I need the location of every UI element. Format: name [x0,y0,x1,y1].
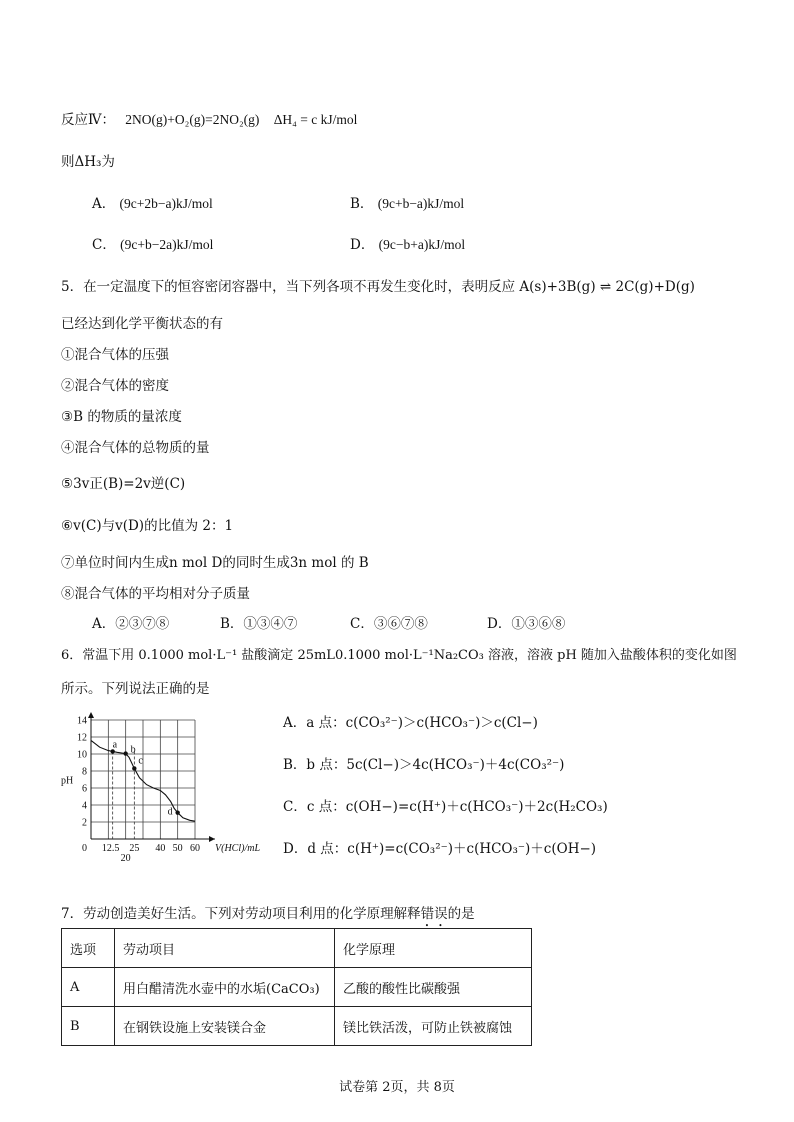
reaction-iv-label: 反应Ⅳ： [61,112,115,128]
option-key: B． [350,196,374,212]
option-key: A． [92,616,116,632]
q6-stem-line1: 6．常温下用 0.1000 mol·L⁻¹ 盐酸滴定 25mL0.1000 mol·L⁻¹Na₂CO₃ 溶液，溶液 pH 随加入盐酸体积的变化如图 [61,648,737,663]
table-row [62,968,532,1007]
y-axis-arrow [88,712,94,718]
option-text: c 点：c(OH−)=c(H⁺)＋c(HCO₃⁻)＋2c(H₂CO₃) [306,799,608,815]
option-key: A． [92,196,116,212]
q5-option-c[interactable] [350,612,428,632]
option-text: b 点：5c(Cl−)＞4c(HCO₃⁻)＋4c(CO₃²⁻) [306,757,565,773]
reaction-iv-line [61,108,357,128]
q5-item-5: ⑤3v正(B)=2v逆(C) [61,476,186,492]
option-text: ②③⑦⑧ [115,616,170,632]
table-row [62,1007,532,1046]
y-tick-label: 4 [82,800,87,812]
x-tick-label: 20 [120,853,131,864]
option-key: D． [487,616,512,632]
reaction-iv-equation: 2NO(g)+O₂(g)=2NO₂(g) [125,112,260,127]
q7-stem-text: 7．劳动创造美好生活。下列对劳动项目利用的化学原理解释 [61,906,421,922]
point-d [175,810,179,814]
y-tick-label: 8 [82,766,87,778]
table-header-cell: 化学原理 [335,929,532,968]
q5-stem-line2: 已经达到化学平衡状态的有 [61,316,223,332]
q5-item-3: ③B 的物质的量浓度 [61,409,182,425]
q6-option-c[interactable] [283,795,608,815]
q4-option-b[interactable] [350,192,464,212]
q6-option-b[interactable] [283,753,564,773]
q5-option-d[interactable] [487,612,565,632]
point-c [132,766,136,770]
option-key: D． [350,237,375,253]
option-text: (9c+2b−a)kJ/mol [119,196,213,211]
x-axis-label: V(HCl)/mL [215,843,260,854]
q5-option-b[interactable] [220,612,297,632]
option-key: D． [283,841,308,857]
option-key: B． [220,616,244,632]
table-cell: 在钢铁设施上安装镁合金 [115,1007,335,1046]
table-header-cell: 劳动项目 [115,929,335,968]
q5-item-6: ⑥v(C)与v(D)的比值为 2：1 [61,518,234,534]
x-tick-label: 25 [129,843,140,854]
table-header-row [62,929,532,968]
table-cell: 用白醋清洗水壶中的水垢(CaCO₃) [115,968,335,1007]
option-text: (9c+b−a)kJ/mol [377,196,465,211]
option-key: B． [283,757,307,773]
q7-stem-tail: 的是 [447,906,475,922]
q5-item-7: ⑦单位时间内生成n mol D的同时生成3n mol 的 B [61,555,369,571]
y-tick-label: 10 [77,749,87,761]
table-cell: 镁比铁活泼，可防止铁被腐蚀 [335,1007,532,1046]
q5-stem-line1: 5．在一定温度下的恒容密闭容器中，当下列各项不再发生变化时，表明反应 A(s)+3B(g) ⇌ 2C(g)+D(g) [61,279,695,295]
x-tick-label: 0 [82,843,87,854]
x-tick-label: 40 [155,843,166,854]
point-label-a: a [112,739,118,751]
option-text: a 点：c(CO₃²⁻)＞c(HCO₃⁻)＞c(Cl−) [306,715,538,731]
y-tick-label: 12 [77,732,87,744]
q4-option-a[interactable] [92,192,213,212]
y-tick-label: 2 [82,817,87,829]
table-cell: 乙酸的酸性比碳酸强 [335,968,532,1007]
option-key: A． [283,715,307,731]
option-key: C． [283,799,307,815]
page-footer: 试卷第 2页，共 8页 [339,1080,455,1095]
q5-item-1: ①混合气体的压强 [61,347,169,363]
q7-stem [61,902,475,930]
option-text: (9c−b+a)kJ/mol [378,237,466,252]
option-key: C． [350,616,374,632]
y-tick-label: 14 [77,715,87,727]
q7-stem-emphasis: 错误 [420,906,448,922]
x-tick-label: 50 [172,843,183,854]
q5-option-a[interactable] [92,612,169,632]
option-key: C． [92,237,116,253]
q4-option-c[interactable] [92,233,213,253]
option-text: ①③⑥⑧ [511,616,566,632]
titration-chart [50,708,280,868]
point-b [123,751,127,755]
table-cell: A [62,968,115,1007]
y-tick-label: 6 [82,783,87,795]
q5-item-2: ②混合气体的密度 [61,378,169,394]
point-label-d: d [167,806,173,818]
q6-option-a[interactable] [283,711,538,731]
q7-table [61,928,532,1046]
reaction-iv-enthalpy: ΔH₄ = c kJ/mol [273,112,358,127]
x-tick-label: 60 [190,843,200,854]
option-text: ①③④⑦ [243,616,298,632]
q6-stem-line2: 所示。下列说法正确的是 [61,681,210,697]
option-text: (9c+b−2a)kJ/mol [120,237,214,252]
table-cell: B [62,1007,115,1046]
q4-ask: 则ΔH₃为 [61,154,115,170]
x-axis-arrow [209,836,215,842]
point-label-b: b [130,744,136,756]
y-axis-label: pH [61,775,74,787]
q5-item-8: ⑧混合气体的平均相对分子质量 [61,586,250,602]
q5-item-4: ④混合气体的总物质的量 [61,440,210,456]
point-label-c: c [138,755,143,767]
q4-option-d[interactable] [350,233,465,253]
q6-option-d[interactable] [283,837,596,857]
x-tick-label: 12.5 [101,843,120,854]
option-text: ③⑥⑦⑧ [373,616,428,632]
table-header-cell: 选项 [62,929,115,968]
option-text: d 点：c(H⁺)=c(CO₃²⁻)＋c(HCO₃⁻)＋c(OH−) [307,841,597,857]
